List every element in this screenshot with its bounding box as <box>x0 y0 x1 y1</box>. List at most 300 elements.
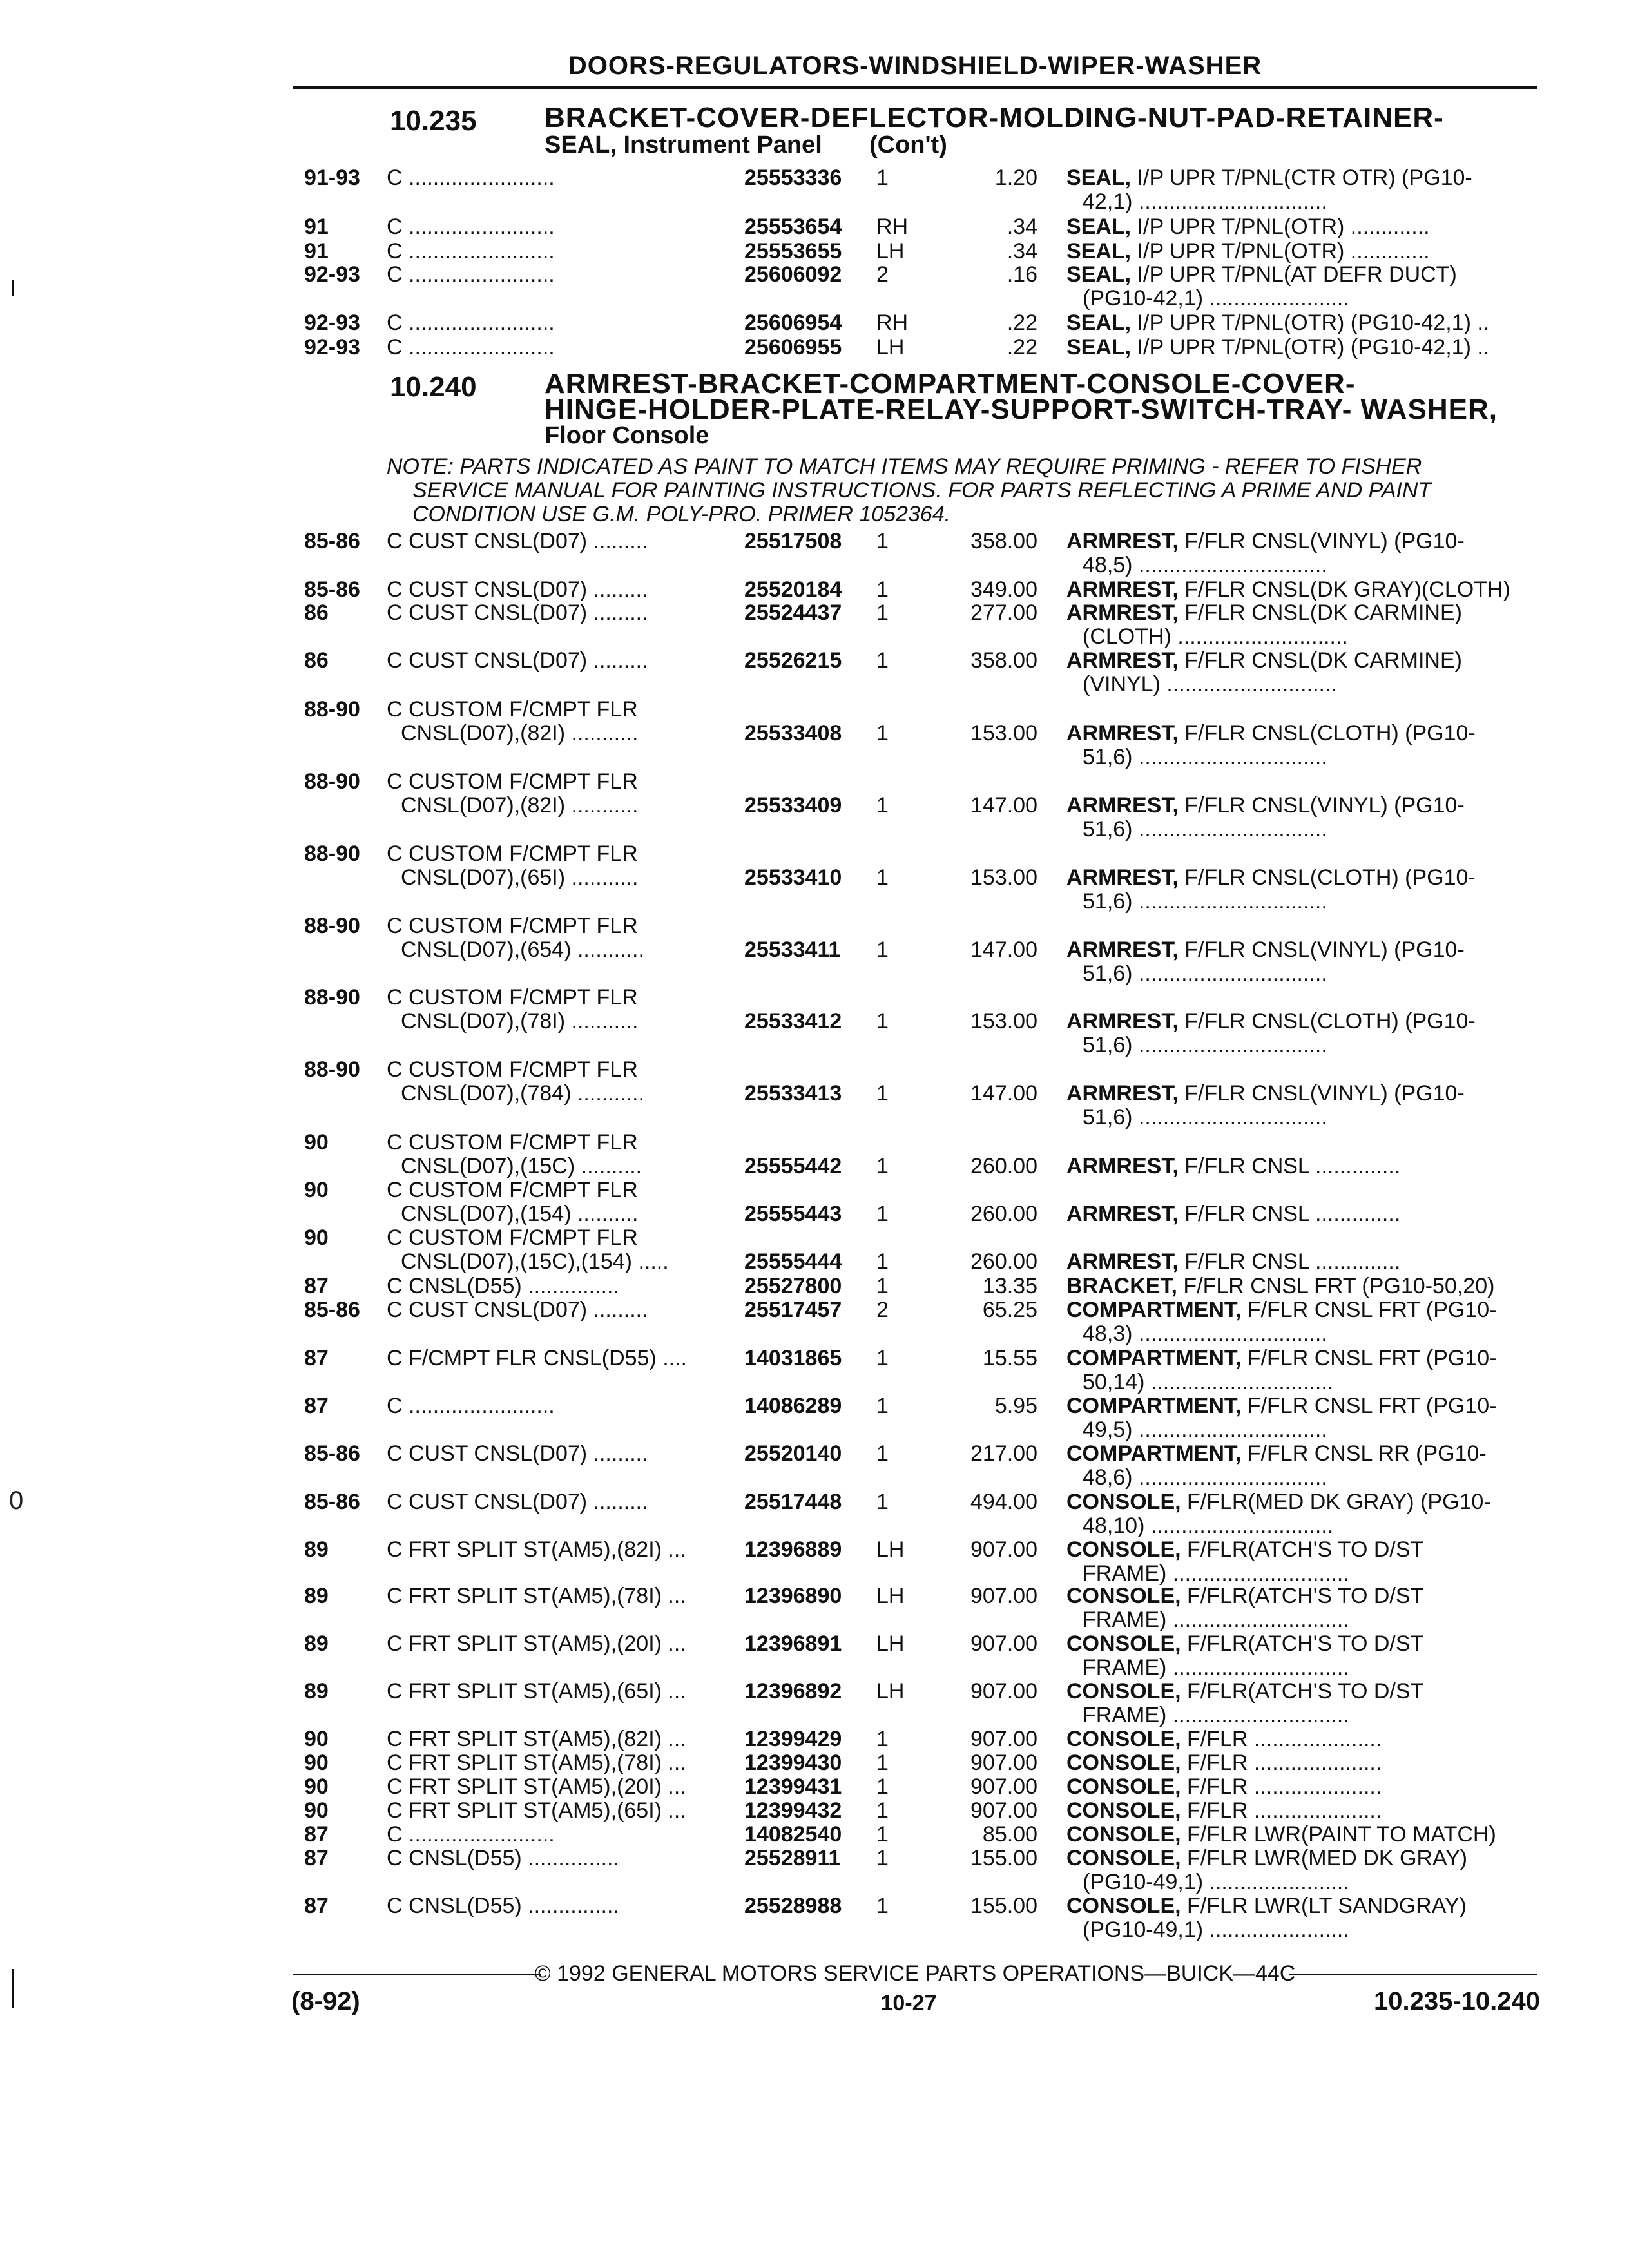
part-name-key: ARMREST, <box>1066 649 1179 673</box>
price: 5.95 <box>994 1394 1037 1418</box>
part-number: 25520184 <box>744 578 842 602</box>
revision-date: (8-92) <box>291 1987 360 2015</box>
part-name-cont: 48,10) .............................. <box>1083 1514 1334 1538</box>
usage-description: C FRT SPLIT ST(AM5),(82I) ... <box>387 1727 686 1751</box>
price: 155.00 <box>970 1847 1037 1870</box>
quantity: 1 <box>876 1347 889 1370</box>
quantity: 1 <box>876 166 889 190</box>
part-name <box>1066 1538 1537 1562</box>
price: 260.00 <box>970 1155 1037 1178</box>
model-years: 92-93 <box>304 263 360 287</box>
part-name-key: SEAL, <box>1066 336 1132 360</box>
part-name-detail: F/FLR CNSL(DK CARMINE) <box>1178 649 1462 673</box>
model-years: 87 <box>304 1274 329 1298</box>
part-number: 25553654 <box>744 215 842 239</box>
part-name-cont: 51,6) ............................... <box>1083 1106 1327 1129</box>
usage-description: C CUSTOM F/CMPT FLR <box>387 1226 638 1250</box>
part-name-key: CONSOLE, <box>1066 1727 1181 1751</box>
part-name-key: SEAL, <box>1066 215 1132 239</box>
part-name-key: COMPARTMENT, <box>1066 1394 1242 1418</box>
quantity: 1 <box>876 722 889 745</box>
model-years: 90 <box>304 1131 329 1155</box>
quantity: LH <box>876 1632 905 1656</box>
part-name-detail: F/FLR ..................... <box>1181 1775 1382 1799</box>
usage-description: C CUSTOM F/CMPT FLR <box>387 1131 638 1155</box>
part-number: 12399431 <box>744 1775 842 1799</box>
part-name-detail: F/FLR(ATCH'S TO D/ST <box>1181 1584 1424 1608</box>
price: 217.00 <box>970 1442 1037 1466</box>
section-title <box>545 102 1550 159</box>
part-name <box>1066 1298 1537 1322</box>
part-name <box>1066 649 1537 673</box>
usage-description: C FRT SPLIT ST(AM5),(20I) ... <box>387 1632 686 1656</box>
quantity: 1 <box>876 1823 889 1847</box>
model-years: 85-86 <box>304 578 360 602</box>
model-years: 87 <box>304 1823 329 1847</box>
part-name <box>1066 1727 1537 1751</box>
quantity: 1 <box>876 530 889 553</box>
part-number: 25555444 <box>744 1250 842 1274</box>
quantity: LH <box>876 1680 905 1704</box>
part-name <box>1066 1584 1537 1608</box>
part-name-detail: F/FLR CNSL FRT (PG10- <box>1241 1394 1497 1418</box>
part-number: 12396892 <box>744 1680 842 1704</box>
binding-tick <box>12 1969 14 2008</box>
part-name-key: ARMREST, <box>1066 1010 1179 1033</box>
quantity: LH <box>876 1584 905 1608</box>
model-years: 90 <box>304 1751 329 1775</box>
section-title <box>545 368 1550 449</box>
model-years: 89 <box>304 1584 329 1608</box>
price: 907.00 <box>970 1775 1037 1799</box>
quantity: 1 <box>876 1394 889 1418</box>
part-name-detail: F/FLR CNSL(VINYL) (PG10- <box>1178 794 1465 818</box>
part-name-cont: 49,5) ............................... <box>1083 1418 1327 1442</box>
usage-description: C F/CMPT FLR CNSL(D55) .... <box>387 1347 687 1370</box>
part-name-cont: (PG10-42,1) ....................... <box>1083 287 1349 311</box>
usage-description: C CUST CNSL(D07) ......... <box>387 649 648 673</box>
usage-description: C CUSTOM F/CMPT FLR <box>387 914 638 938</box>
price: 907.00 <box>970 1799 1037 1823</box>
part-name <box>1066 530 1537 553</box>
section-title-line: ARMREST-BRACKET-COMPARTMENT-CONSOLE-COVER- <box>545 368 1356 399</box>
part-number: 25527800 <box>744 1274 842 1298</box>
model-years: 92-93 <box>304 311 360 335</box>
part-name <box>1066 1799 1537 1823</box>
model-years: 87 <box>304 1894 329 1918</box>
quantity: 1 <box>876 1250 889 1274</box>
price: .22 <box>1007 311 1037 335</box>
part-name-key: SEAL, <box>1066 166 1132 190</box>
part-name <box>1066 166 1537 190</box>
model-years: 88-90 <box>304 842 360 866</box>
part-name <box>1066 794 1537 818</box>
part-name <box>1066 1202 1537 1226</box>
section-range: 10.235-10.240 <box>1373 1987 1540 2015</box>
usage-description: C FRT SPLIT ST(AM5),(20I) ... <box>387 1775 686 1799</box>
part-name-key: CONSOLE, <box>1066 1680 1181 1704</box>
part-name-key: ARMREST, <box>1066 530 1179 553</box>
quantity: 1 <box>876 1847 889 1870</box>
part-name <box>1066 1632 1537 1656</box>
part-number: 25528911 <box>744 1847 841 1870</box>
part-name-detail: F/FLR ..................... <box>1181 1727 1382 1751</box>
part-name-key: CONSOLE, <box>1066 1584 1181 1608</box>
part-number: 25533413 <box>744 1082 842 1106</box>
model-years: 88-90 <box>304 1058 360 1082</box>
quantity: 1 <box>876 649 889 673</box>
usage-description: C FRT SPLIT ST(AM5),(78I) ... <box>387 1584 686 1608</box>
part-number: 25528988 <box>744 1894 842 1918</box>
part-name-key: CONSOLE, <box>1066 1847 1181 1870</box>
price: 349.00 <box>970 578 1037 602</box>
part-name <box>1066 311 1537 335</box>
usage-description: C CUST CNSL(D07) ......... <box>387 1298 648 1322</box>
margin-mark: 0 <box>9 1486 24 1515</box>
part-number: 14031865 <box>744 1347 842 1370</box>
part-number: 25553336 <box>744 166 842 190</box>
part-name-key: ARMREST, <box>1066 578 1179 602</box>
page-number: 10-27 <box>880 1991 937 2015</box>
quantity: 1 <box>876 1727 889 1751</box>
price: .16 <box>1007 263 1037 287</box>
part-name-key: SEAL, <box>1066 240 1132 264</box>
section-number: 10.240 <box>390 371 477 403</box>
usage-description: C ........................ <box>387 336 555 360</box>
part-name-key: CONSOLE, <box>1066 1775 1181 1799</box>
quantity: RH <box>876 311 909 335</box>
part-name <box>1066 1751 1537 1775</box>
part-name <box>1066 1394 1537 1418</box>
part-name-detail: I/P UPR T/PNL(OTR) (PG10-42,1) .. <box>1131 336 1490 360</box>
part-name-key: ARMREST, <box>1066 794 1179 818</box>
part-name-key: COMPARTMENT, <box>1066 1442 1242 1466</box>
part-name <box>1066 1490 1537 1514</box>
part-name <box>1066 601 1537 625</box>
part-name-key: ARMREST, <box>1066 938 1179 962</box>
model-years: 86 <box>304 601 329 625</box>
model-years: 88-90 <box>304 914 360 938</box>
price: 147.00 <box>970 794 1037 818</box>
usage-description: C CNSL(D55) ............... <box>387 1894 619 1918</box>
part-number: 25533410 <box>744 866 842 890</box>
section-title-sub: Floor Console <box>545 422 709 449</box>
part-name-detail: F/FLR CNSL(VINYL) (PG10- <box>1178 530 1465 553</box>
part-name <box>1066 722 1537 745</box>
quantity: RH <box>876 215 909 239</box>
part-name <box>1066 1155 1537 1178</box>
part-name-key: CONSOLE, <box>1066 1751 1181 1775</box>
quantity: 1 <box>876 1155 889 1178</box>
part-number: 25517457 <box>744 1298 842 1322</box>
usage-description: C CUST CNSL(D07) ......... <box>387 578 648 602</box>
part-name-detail: F/FLR CNSL FRT (PG10- <box>1241 1298 1497 1322</box>
usage-description: C ........................ <box>387 166 555 190</box>
part-number: 12396890 <box>744 1584 842 1608</box>
usage-description: C CUST CNSL(D07) ......... <box>387 1442 648 1466</box>
part-name <box>1066 938 1537 962</box>
quantity: LH <box>876 336 905 360</box>
part-name-detail: F/FLR ..................... <box>1181 1751 1382 1775</box>
quantity: 1 <box>876 578 889 602</box>
usage-description-cont: CNSL(D07),(65I) ........... <box>401 866 639 890</box>
part-name-detail: F/FLR CNSL(CLOTH) (PG10- <box>1178 1010 1476 1033</box>
quantity: 1 <box>876 1894 889 1918</box>
part-name-key: CONSOLE, <box>1066 1823 1181 1847</box>
quantity: 1 <box>876 1775 889 1799</box>
price: 153.00 <box>970 1010 1037 1033</box>
part-name <box>1066 263 1537 287</box>
part-name-cont: 48,5) ............................... <box>1083 553 1327 577</box>
part-number: 12399432 <box>744 1799 842 1823</box>
usage-description-cont: CNSL(D07),(82I) ........... <box>401 722 639 745</box>
part-number: 25517508 <box>744 530 842 553</box>
part-number: 25517448 <box>744 1490 842 1514</box>
part-number: 25533412 <box>744 1010 842 1033</box>
price: 907.00 <box>970 1632 1037 1656</box>
usage-description-cont: CNSL(D07),(154) .......... <box>401 1202 639 1226</box>
section-title-line: HINGE-HOLDER-PLATE-RELAY-SUPPORT-SWITCH-TRAY- WASHER, <box>545 394 1498 425</box>
quantity: 1 <box>876 1490 889 1514</box>
part-number: 14086289 <box>744 1394 842 1418</box>
part-number: 25526215 <box>744 649 842 673</box>
quantity: 2 <box>876 1298 889 1322</box>
usage-description: C ........................ <box>387 263 555 287</box>
header-rule <box>293 86 1537 89</box>
part-name-key: CONSOLE, <box>1066 1799 1181 1823</box>
part-name-detail: F/FLR CNSL(DK GRAY)(CLOTH) <box>1178 578 1510 602</box>
part-name-cont: 48,6) ............................... <box>1083 1466 1327 1490</box>
price: 907.00 <box>970 1751 1037 1775</box>
part-name <box>1066 578 1537 602</box>
part-name-detail: F/FLR LWR(PAINT TO MATCH) <box>1181 1823 1496 1847</box>
part-name-detail: F/FLR(MED DK GRAY) (PG10- <box>1181 1490 1491 1514</box>
part-name-detail: F/FLR CNSL FRT (PG10- <box>1241 1347 1497 1370</box>
part-name <box>1066 1847 1537 1870</box>
part-name-cont: (PG10-49,1) ....................... <box>1083 1918 1349 1942</box>
part-number: 25533409 <box>744 794 842 818</box>
part-name <box>1066 1010 1537 1033</box>
usage-description-cont: CNSL(D07),(654) ........... <box>401 938 644 962</box>
section-title-sub: SEAL, Instrument Panel <box>545 131 822 159</box>
quantity: 1 <box>876 1082 889 1106</box>
model-years: 91 <box>304 215 329 239</box>
model-years: 86 <box>304 649 329 673</box>
part-number: 12399429 <box>744 1727 842 1751</box>
part-name <box>1066 240 1537 264</box>
part-name-key: ARMREST, <box>1066 1155 1179 1178</box>
part-name-cont: (CLOTH) ............................ <box>1083 625 1348 649</box>
part-name-detail: F/FLR(ATCH'S TO D/ST <box>1181 1632 1424 1656</box>
part-name <box>1066 1442 1537 1466</box>
part-number: 25553655 <box>744 240 842 264</box>
part-name <box>1066 1082 1537 1106</box>
usage-description-cont: CNSL(D07),(784) ........... <box>401 1082 644 1106</box>
model-years: 90 <box>304 1226 329 1250</box>
model-years: 87 <box>304 1347 329 1370</box>
part-name-cont: FRAME) ............................. <box>1083 1656 1349 1680</box>
usage-description: C CUSTOM F/CMPT FLR <box>387 842 638 866</box>
usage-description: C FRT SPLIT ST(AM5),(65I) ... <box>387 1680 686 1704</box>
note-line: NOTE: PARTS INDICATED AS PAINT TO MATCH ITEMS MAY REQUIRE PRIMING - REFER TO FISHER <box>387 454 1422 479</box>
quantity: 2 <box>876 263 889 287</box>
part-name-cont: 51,6) ............................... <box>1083 818 1327 841</box>
price: 260.00 <box>970 1250 1037 1274</box>
part-name <box>1066 1680 1537 1704</box>
part-number: 25524437 <box>744 601 842 625</box>
quantity: 1 <box>876 1274 889 1298</box>
part-number: 25533411 <box>744 938 841 962</box>
part-name-detail: I/P UPR T/PNL(OTR) ............. <box>1131 240 1430 264</box>
part-name-key: SEAL, <box>1066 311 1132 335</box>
part-name <box>1066 1250 1537 1274</box>
part-number: 25606955 <box>744 336 842 360</box>
quantity: 1 <box>876 938 889 962</box>
part-name <box>1066 1775 1537 1799</box>
part-name-key: CONSOLE, <box>1066 1632 1181 1656</box>
usage-description-cont: CNSL(D07),(78I) ........... <box>401 1010 639 1033</box>
usage-description-cont: CNSL(D07),(15C) .......... <box>401 1155 642 1178</box>
part-name-key: CONSOLE, <box>1066 1894 1181 1918</box>
price: 907.00 <box>970 1680 1037 1704</box>
price: 13.35 <box>982 1274 1037 1298</box>
part-name-detail: F/FLR CNSL(DK CARMINE) <box>1178 601 1462 625</box>
usage-description: C CUSTOM F/CMPT FLR <box>387 698 638 722</box>
usage-description: C ........................ <box>387 311 555 335</box>
usage-description: C ........................ <box>387 215 555 239</box>
quantity: 1 <box>876 1799 889 1823</box>
part-name-key: SEAL, <box>1066 263 1132 287</box>
price: 277.00 <box>970 601 1037 625</box>
part-name-key: ARMREST, <box>1066 1250 1179 1274</box>
part-name-detail: F/FLR ..................... <box>1181 1799 1382 1823</box>
price: .34 <box>1007 215 1037 239</box>
note-line: CONDITION USE G.M. POLY-PRO. PRIMER 1052364. <box>412 502 951 526</box>
price: 907.00 <box>970 1727 1037 1751</box>
part-name <box>1066 1823 1537 1847</box>
part-name-detail: F/FLR CNSL FRT (PG10-50,20) <box>1177 1274 1495 1298</box>
quantity: 1 <box>876 1442 889 1466</box>
part-name-key: COMPARTMENT, <box>1066 1347 1242 1370</box>
usage-description-cont: CNSL(D07),(15C),(154) ..... <box>401 1250 669 1274</box>
usage-description: C ........................ <box>387 240 555 264</box>
part-name <box>1066 215 1537 239</box>
part-name-detail: F/FLR CNSL .............. <box>1178 1202 1401 1226</box>
model-years: 87 <box>304 1394 329 1418</box>
quantity: LH <box>876 240 905 264</box>
price: 153.00 <box>970 722 1037 745</box>
section-title-line: BRACKET-COVER-DEFLECTOR-MOLDING-NUT-PAD-RETAINER- <box>545 102 1444 133</box>
part-number: 12399430 <box>744 1751 842 1775</box>
model-years: 89 <box>304 1538 329 1562</box>
quantity: 1 <box>876 794 889 818</box>
part-name-key: COMPARTMENT, <box>1066 1298 1242 1322</box>
part-name-detail: F/FLR LWR(LT SANDGRAY) <box>1181 1894 1467 1918</box>
part-name-cont: 51,6) ............................... <box>1083 745 1327 769</box>
price: 85.00 <box>982 1823 1037 1847</box>
part-name-detail: F/FLR CNSL RR (PG10- <box>1241 1442 1487 1466</box>
part-number: 25520140 <box>744 1442 842 1466</box>
quantity: 1 <box>876 601 889 625</box>
part-name-cont: (PG10-49,1) ....................... <box>1083 1870 1349 1894</box>
part-name-detail: I/P UPR T/PNL(CTR OTR) (PG10- <box>1131 166 1472 190</box>
price: 494.00 <box>970 1490 1037 1514</box>
part-name-key: ARMREST, <box>1066 866 1179 890</box>
part-name-detail: F/FLR CNSL(CLOTH) (PG10- <box>1178 866 1476 890</box>
price: 65.25 <box>982 1298 1037 1322</box>
price: 358.00 <box>970 649 1037 673</box>
part-name-key: ARMREST, <box>1066 1082 1179 1106</box>
model-years: 92-93 <box>304 336 360 360</box>
painting-note <box>387 455 1540 526</box>
price: 260.00 <box>970 1202 1037 1226</box>
part-number: 12396889 <box>744 1538 842 1562</box>
part-number: 12396891 <box>744 1632 842 1656</box>
part-name <box>1066 1347 1537 1370</box>
part-name <box>1066 1274 1537 1298</box>
part-name-cont: 42,1) ............................... <box>1083 190 1327 214</box>
part-name-key: BRACKET, <box>1066 1274 1177 1298</box>
part-name-detail: I/P UPR T/PNL(AT DEFR DUCT) <box>1131 263 1457 287</box>
price: 15.55 <box>982 1347 1037 1370</box>
price: .34 <box>1007 240 1037 264</box>
model-years: 88-90 <box>304 986 360 1010</box>
part-name-cont: FRAME) ............................. <box>1083 1608 1349 1632</box>
usage-description: C FRT SPLIT ST(AM5),(82I) ... <box>387 1538 686 1562</box>
part-number: 25555442 <box>744 1155 842 1178</box>
part-name-detail: F/FLR CNSL(CLOTH) (PG10- <box>1178 722 1476 745</box>
part-name-key: ARMREST, <box>1066 1202 1179 1226</box>
part-name-key: CONSOLE, <box>1066 1490 1181 1514</box>
part-name-cont: 51,6) ............................... <box>1083 1033 1327 1057</box>
part-name-key: ARMREST, <box>1066 601 1179 625</box>
usage-description-cont: CNSL(D07),(82I) ........... <box>401 794 639 818</box>
part-name-cont: 51,6) ............................... <box>1083 890 1327 914</box>
part-name <box>1066 336 1537 360</box>
model-years: 90 <box>304 1727 329 1751</box>
usage-description: C CNSL(D55) ............... <box>387 1847 619 1870</box>
copyright-notice: © 1992 GENERAL MOTORS SERVICE PARTS OPERATIONS—BUICK—44C <box>534 1961 1296 1986</box>
model-years: 90 <box>304 1178 329 1202</box>
part-name <box>1066 1894 1537 1918</box>
price: 147.00 <box>970 938 1037 962</box>
note-line: SERVICE MANUAL FOR PAINTING INSTRUCTIONS. FOR PARTS REFLECTING A PRIME AND PAINT <box>412 478 1432 503</box>
part-name-key: CONSOLE, <box>1066 1538 1181 1562</box>
quantity: LH <box>876 1538 905 1562</box>
part-name-detail: F/FLR LWR(MED DK GRAY) <box>1181 1847 1468 1870</box>
part-name-detail: F/FLR CNSL(VINYL) (PG10- <box>1178 938 1465 962</box>
part-number: 25533408 <box>744 722 842 745</box>
model-years: 89 <box>304 1632 329 1656</box>
quantity: 1 <box>876 1202 889 1226</box>
price: 155.00 <box>970 1894 1037 1918</box>
part-name-detail: F/FLR CNSL .............. <box>1178 1155 1401 1178</box>
price: 907.00 <box>970 1538 1037 1562</box>
quantity: 1 <box>876 1010 889 1033</box>
price: 358.00 <box>970 530 1037 553</box>
model-years: 85-86 <box>304 530 360 553</box>
continued-label: (Con't) <box>869 131 947 159</box>
part-number: 25606092 <box>744 263 842 287</box>
model-years: 85-86 <box>304 1490 360 1514</box>
usage-description: C ........................ <box>387 1394 555 1418</box>
part-name-cont: 51,6) ............................... <box>1083 962 1327 986</box>
model-years: 91 <box>304 240 329 264</box>
part-name-detail: F/FLR CNSL .............. <box>1178 1250 1401 1274</box>
part-number: 25606954 <box>744 311 842 335</box>
part-name-cont: 48,3) ............................... <box>1083 1322 1327 1346</box>
usage-description: C CUSTOM F/CMPT FLR <box>387 1058 638 1082</box>
